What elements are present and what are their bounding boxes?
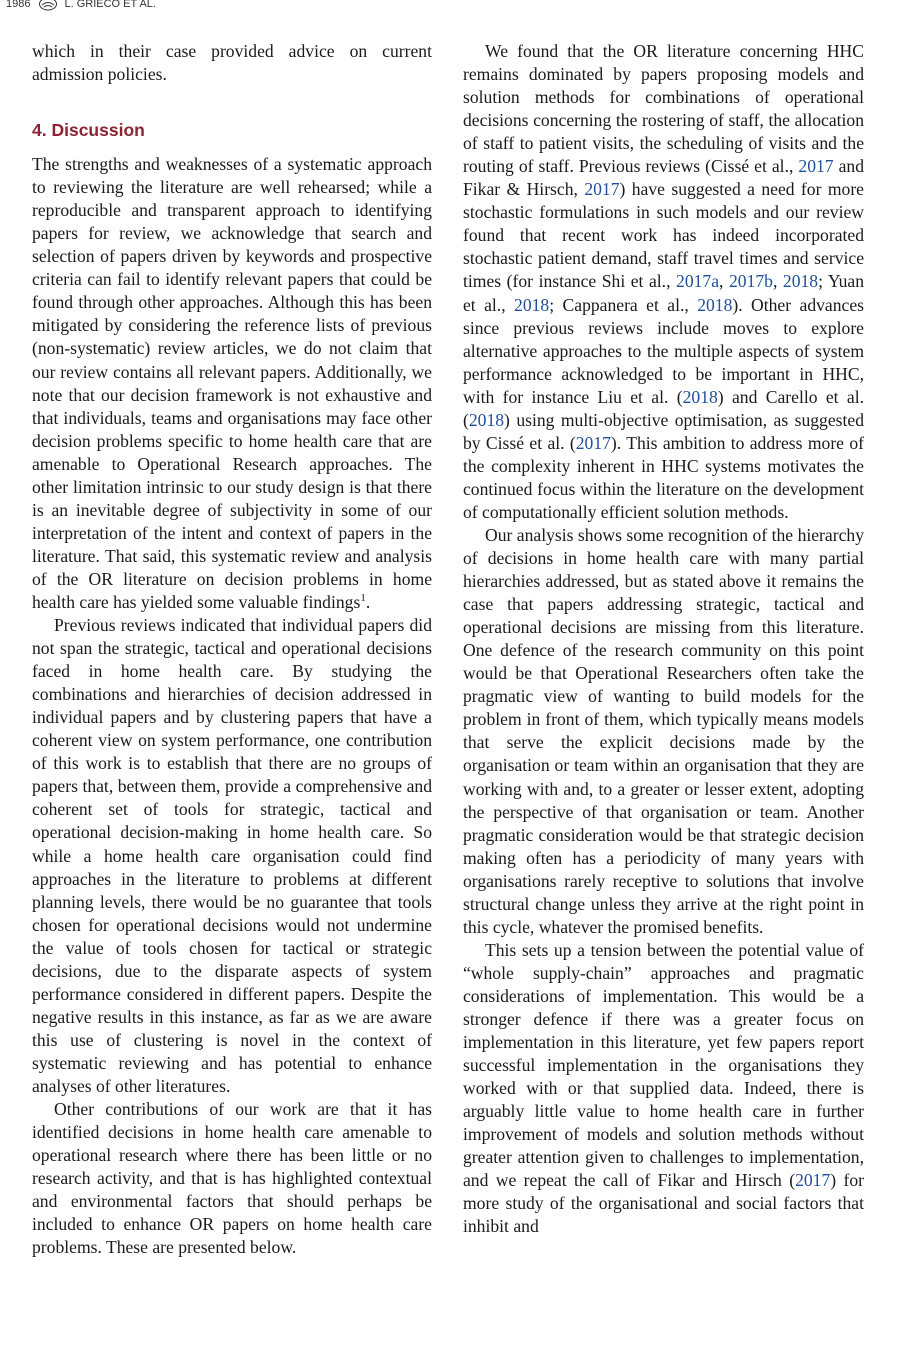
text-run: ; Cappanera et al., <box>549 294 698 315</box>
text-run: This sets up a tension between the potential value of “whole supply-chain” approaches and pragmatic considerations of implementation. This would be a stronger defence if there was a greater focus on implementation in this literature, yet few papers report successful implementation in the organisations they worked with or that supplied data. Indeed, there is arguably little value to home health care in further improvement of models and solution methods without greater attention given to challenges to implementation, and we repeat the call of Fikar and Hirsch ( <box>463 939 864 1191</box>
paragraph-end: . <box>365 591 371 612</box>
publisher-logo-icon <box>38 0 58 11</box>
running-head-authors: L. GRIECO ET AL. <box>64 0 156 10</box>
text-run: ). Other advances since previous reviews include moves to explore alternative approaches to the multiple aspects of system performance acknowledged to be important in HHC, with for instance Liu et al. ( <box>463 294 864 407</box>
text-run: ) have suggested a need for more stochastic formulations in such models and our review found that recent work has indeed incorporated stochastic patient demand, staff travel times and service times (for instance Shi et al., <box>463 179 864 292</box>
right-column <box>463 40 864 1238</box>
discussion-paragraph-1 <box>32 153 432 614</box>
discussion-paragraph-2: Previous reviews indicated that individual papers did not span the strategic, tactical and operational decisions faced in home health care. By studying the combinations and hierarchies of decision addressed in individual papers and by clustering papers that have a coherent view on system performance, one contribution of this work is to establish that there are no groups of papers that, between them, provide a comprehensive and coherent set of tools for strategic, tactical and operational decision-making in home health care. So while a home health care organisation could find approaches in the literature to problems at different planning levels, there would be no guarantee that tools chosen for operational decisions would not undermine the value of tools chosen for tactical or strategic decisions, due to the disparate aspects of system performance considered in different papers. Despite the negative results in this instance, as far as we are aware this use of clustering is novel in the context of systematic reviewing and has potential to enhance analyses of other literatures. <box>32 615 432 1096</box>
text-run: We found that the OR literature concerning HHC remains dominated by papers proposing models and solution methods for combinations of operational decisions concerning the rostering of staff, the allocation of staff to patient visits, the scheduling of visits and the routing of staff. Previous reviews (Cissé et al., <box>463 41 864 177</box>
citation-link[interactable]: 2018 <box>468 409 505 430</box>
footnote-marker[interactable]: 1 <box>360 592 366 605</box>
text-run: ) and Carello et al. ( <box>463 386 864 430</box>
left-column <box>32 40 432 1259</box>
citation-link[interactable]: 2017 <box>798 156 834 177</box>
text-run: , <box>772 271 783 292</box>
section-heading-discussion: 4. Discussion <box>32 120 145 141</box>
citation-link[interactable]: 2017 <box>575 432 611 453</box>
paragraph-text: The strengths and weaknesses of a systematic approach to reviewing the literature are well rehearsed; while a reproducible and transparent approach to identifying papers for review, we acknowledge that search and selection of papers driven by keywords and prospective criteria can fail to identify relevant papers that could be found through other approaches. Although this has been mitigated by considering the reference lists of previous (non-systematic) review articles, we do not claim that our review contains all relevant papers. Additionally, we note that our decision framework is not exhaustive and that individuals, teams and organisations may face other decision problems specific to home health care that are amenable to Operational Research approaches. The other limitation intrinsic to our study design is that there is an inevitable degree of subjectivity in some of our interpretation of the intent and context of papers in the literature. That said, this systematic review and analysis of the OR literature on decision problems in home health care has yielded some valuable findings <box>32 154 432 612</box>
citation-link[interactable]: 2017b <box>728 271 773 292</box>
text-run: ) for more study of the organisational and social factors that inhibit and <box>463 1170 864 1237</box>
citation-link[interactable]: 2017 <box>795 1170 831 1191</box>
text-run: ; Yuan et al., <box>463 271 865 315</box>
citation-link[interactable]: 2018 <box>682 386 718 407</box>
citation-link[interactable]: 2017a <box>676 271 720 292</box>
text-run: ) using multi-objective optimisation, as suggested by Cissé et al. ( <box>463 409 864 453</box>
citation-link[interactable]: 2017 <box>584 179 620 200</box>
paragraph-continued: which in their case provided advice on current admission policies. <box>32 41 432 85</box>
citation-link[interactable]: 2018 <box>697 294 733 315</box>
citation-link[interactable]: 2018 <box>514 294 550 315</box>
text-run: and Fikar & Hirsch, <box>463 156 864 200</box>
text-run: ). This ambition to address more of the complexity inherent in HHC systems motivates the continued focus within the literature on the development of computationally efficient solution methods. <box>463 432 864 522</box>
page-number: 1986 <box>6 0 31 10</box>
citation-link[interactable]: 2018 <box>782 271 819 292</box>
discussion-paragraph-4 <box>463 40 864 524</box>
discussion-paragraph-5: Our analysis shows some recognition of the hierarchy of decisions in home health care with many partial hierarchies addressed, but as stated above it remains the case that papers addressing strategic, tactical and operational decisions are missing from this literature. One defence of the research community on this point would be that Operational Researchers often take the pragmatic view of wanting to build models for the problem in front of them, which typically means models that serve the explicit decisions made by the organisation or team within an organisation that they are working with and, to a greater or lesser extent, adopting the perspective of that organisation or team. Another pragmatic consideration would be that strategic decision making often has a periodicity of many years with organisations rarely receptive to solutions that involve structural change unless they arrive at the right point in this cycle, whatever the promised benefits. <box>463 524 864 937</box>
discussion-paragraph-3: Other contributions of our work are that it has identified decisions in home health care amenable to operational research where there has been little or no research activity, and that is has highlighted contextual and environmental factors that should perhaps be included to enhance OR papers on home health care problems. These are presented below. <box>32 1099 432 1258</box>
text-run: , <box>719 271 729 292</box>
discussion-paragraph-6 <box>463 939 864 1239</box>
running-head <box>6 0 156 12</box>
